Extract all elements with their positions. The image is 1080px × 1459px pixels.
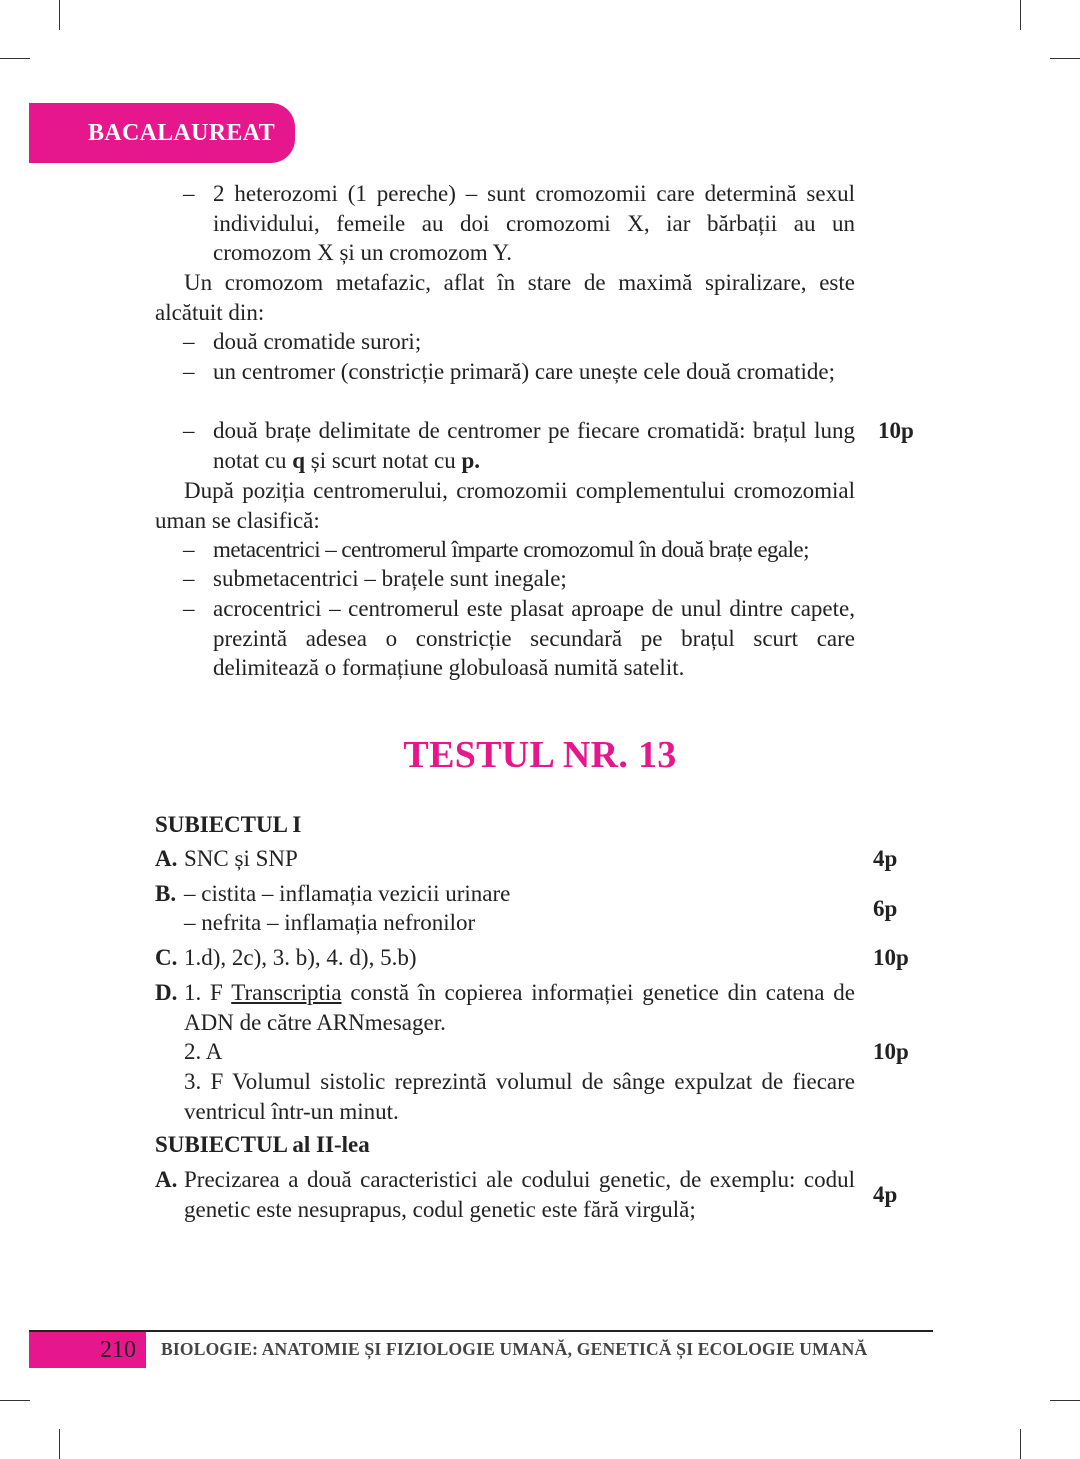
- list-dash: –: [183, 566, 195, 591]
- crop-mark: [0, 1400, 30, 1401]
- subject-heading-2: SUBIECTUL al II-lea: [155, 1132, 370, 1157]
- list-dash: –: [183, 181, 195, 206]
- text-between: și scurt notat cu: [305, 447, 462, 473]
- item-label-c: C.: [155, 945, 178, 970]
- list-item-acrocentrici: acrocentrici – centromerul este plasat aproape de unul dintre capete, prezintă adesea o constricție secundară pe brațul scurt care delimitează o formațiune globuloasă numită satelit.: [213, 596, 855, 680]
- bold-q: q: [292, 447, 305, 473]
- list-item-metacentrici: metacentrici – centromerul împarte cromozomul în două brațe egale;: [213, 537, 809, 562]
- answer-d1-underlined: Transcriptia: [231, 980, 342, 1005]
- crop-mark: [59, 1429, 60, 1459]
- list-item-centromer: un centromer (constricție primară) care unește cele două cromatide;: [213, 359, 835, 384]
- points-2a: 4p: [873, 1182, 898, 1207]
- list-dash: –: [183, 537, 195, 562]
- list-item-heterozomi: 2 heterozomi (1 pereche) – sunt cromozomii care determină sexul individului, femeile au doi cromozomi X, iar bărbații au un cromozom X și un cromozom Y.: [213, 181, 855, 265]
- item-label-d: D.: [155, 980, 178, 1005]
- crop-mark: [1050, 58, 1080, 59]
- item-label-a: A.: [155, 846, 178, 871]
- crop-mark: [0, 58, 30, 59]
- answer-b-line1: – cistita – inflamația vezicii urinare: [184, 881, 511, 906]
- footer-book-title: BIOLOGIE: ANATOMIE ȘI FIZIOLOGIE UMANĂ, GENETICĂ ȘI ECOLOGIE UMANĂ: [161, 1339, 868, 1359]
- answer-d1-rest: constă în copierea informației genetice din catena de ADN de către ARNmesager.: [184, 980, 856, 1035]
- points-label: 10p: [878, 418, 914, 443]
- section-header-tab: [29, 103, 295, 163]
- section-header-label: BACALAUREAT: [88, 119, 275, 146]
- crop-mark: [1020, 1429, 1021, 1459]
- crop-mark: [59, 0, 60, 30]
- answer-2a: Precizarea a două caracteristici ale codului genetic, de exemplu: codul genetic este nesuprapus, codul genetic este fără virgulă;: [184, 1167, 855, 1222]
- list-dash: –: [183, 329, 195, 354]
- list-dash: –: [183, 418, 195, 443]
- item-label-b: B.: [155, 881, 177, 906]
- paragraph-pozitia: După poziția centromerului, cromozomii complementului cromozomial uman se clasifică:: [155, 478, 855, 533]
- page-number: 210: [100, 1336, 136, 1363]
- points-c: 10p: [873, 945, 909, 970]
- paragraph-metafazic: Un cromozom metafazic, aflat în stare de maximă spiralizare, este alcătuit din:: [155, 270, 855, 325]
- points-b: 6p: [873, 896, 898, 921]
- list-item-cromatide: două cromatide surori;: [213, 329, 422, 354]
- list-item-brate-text: două brațe delimitate de centromer pe fiecare cromatidă: brațul lung notat cu: [213, 418, 855, 473]
- answer-a: SNC și SNP: [184, 846, 298, 871]
- item-label-2a: A.: [155, 1167, 178, 1192]
- subject-heading: SUBIECTUL I: [155, 812, 302, 837]
- answer-d3: 3. F Volumul sistolic reprezintă volumul de sânge expulzat de fiecare ventricul într-un minut.: [184, 1069, 855, 1124]
- list-dash: –: [183, 596, 195, 621]
- points-a: 4p: [873, 846, 898, 871]
- page-number-box: [29, 1332, 146, 1368]
- points-d: 10p: [873, 1039, 909, 1064]
- crop-mark: [1050, 1400, 1080, 1401]
- list-item-submetacentrici: submetacentrici – brațele sunt inegale;: [213, 566, 567, 591]
- answer-d1: [184, 978, 855, 1037]
- bold-p: p.: [461, 447, 481, 473]
- answer-c: 1.d), 2c), 3. b), 4. d), 5.b): [184, 945, 417, 970]
- list-dash: –: [183, 359, 195, 384]
- crop-mark: [1020, 0, 1021, 30]
- answer-b-line2: – nefrita – inflamația nefronilor: [184, 910, 476, 935]
- answer-d2: 2. A: [184, 1039, 223, 1064]
- answer-d1-prefix: 1. F: [184, 980, 223, 1005]
- test-title: TESTUL NR. 13: [403, 734, 677, 776]
- list-item-brate: [213, 416, 855, 475]
- footer-rule: [29, 1330, 933, 1332]
